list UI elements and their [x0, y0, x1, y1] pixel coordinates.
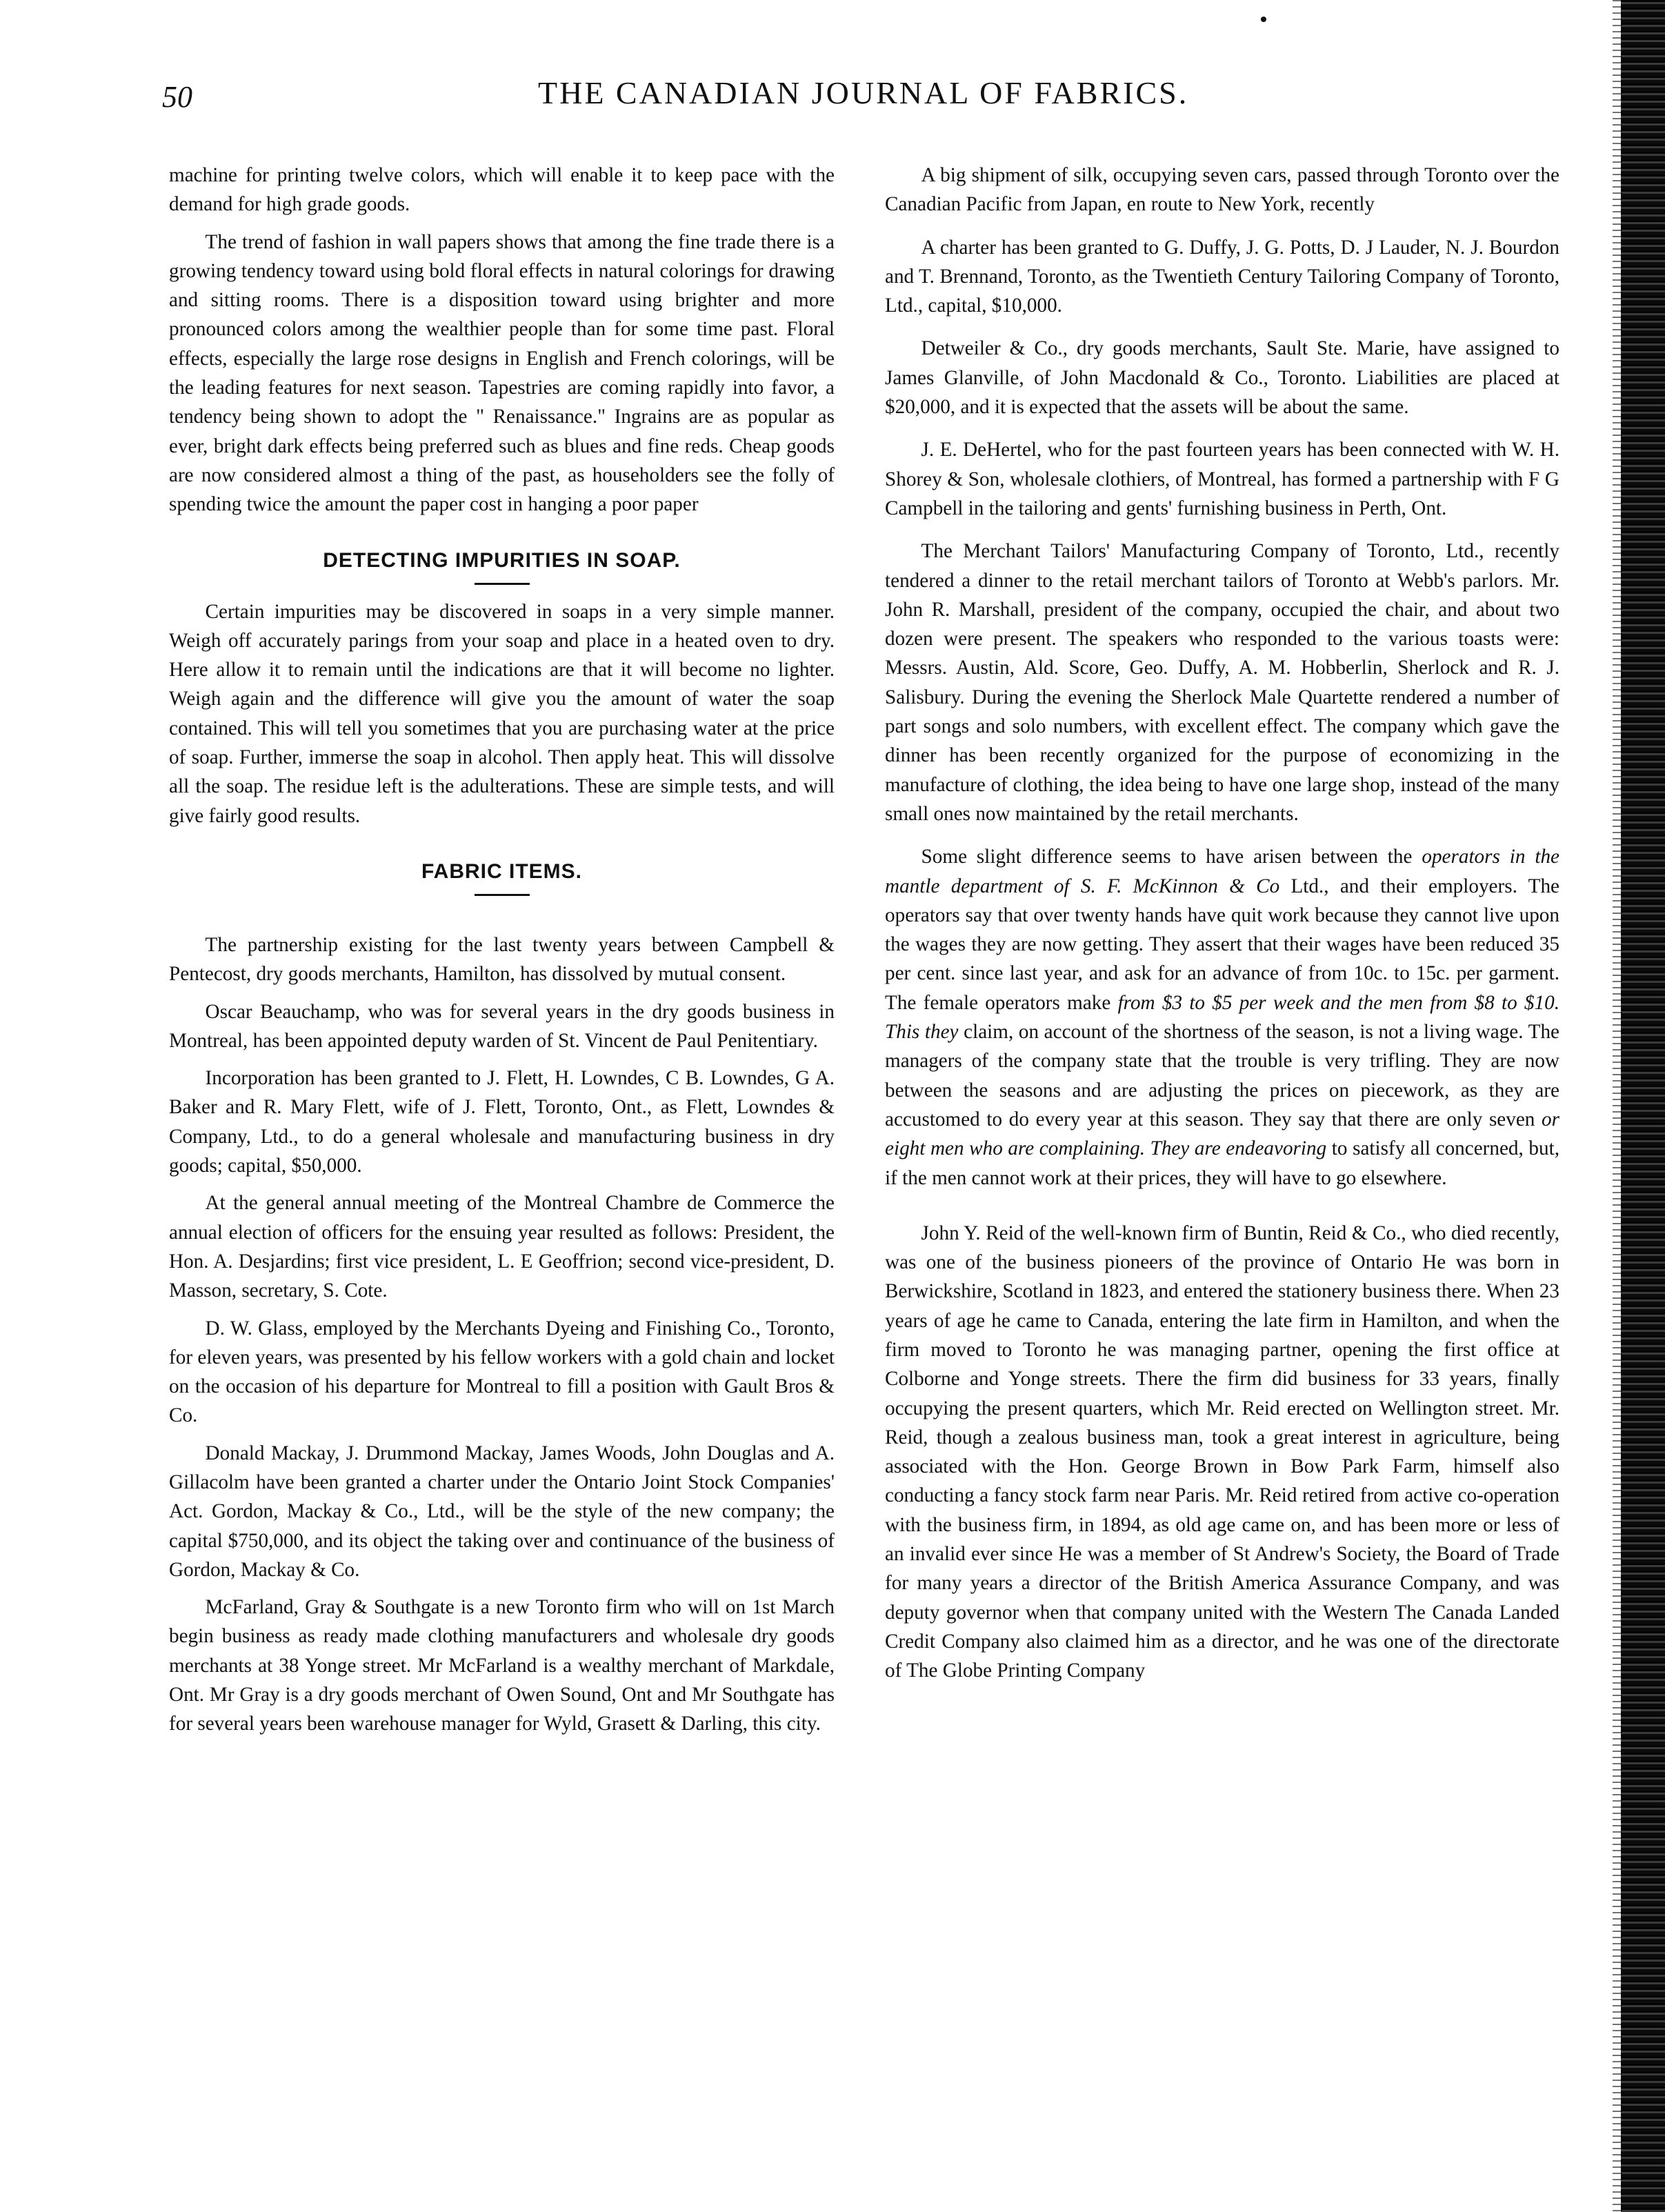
mckinnon-text-5: This they: [885, 1021, 959, 1044]
journal-title: THE CANADIAN JOURNAL OF FABRICS.: [538, 75, 1189, 110]
heading-rule: [475, 583, 530, 585]
scanned-page-edge: [1621, 0, 1665, 2212]
paragraph-john-reid-obituary: John Y. Reid of the well-known firm of Buntin, Reid & Co., who died recently, was one of the business pioneers of the province of Ontario He was born in Berwickshire, Scotland in 1823, and entered the stationery business there. When 23 years of age he came to Canada, entering the late firm in Hamilton, and when the firm moved to Toronto he was managing partner, opening the first office at Colborne and Yonge streets. There the firm did business for 33 years, finally occupying the present quarters, which Mr. Reid erected on Wellington street. Mr. Reid, though a zealous business man, took a great interest in agriculture, being associated with the Hon. George Brown in Bow Park Farm, himself also conducting a fancy stock farm near Paris. Mr. Reid retired from active co-operation with the business firm, in 1894, as old age came on, and has been more or less of an invalid ever since He was a member of St Andrew's Society, the Board of Trade for many years a director of the British America Assurance Company, and was deputy governor when that company united with the Western The Canada Landed Credit Company also claimed him as a director, and he was one of the directorate of The Globe Printing Company: [885, 1222, 1559, 1682]
paragraph-soap-impurities: Certain impurities may be discovered in soaps in a very simple manner. Weigh off accurately parings from your soap and place in a heated oven to dry. Here allow it to remain until the indications are that it will become no lighter. Weigh again and the difference will give you the amount of water the soap contained. This will tell you sometimes that you are purchasing water at the price of soap. Further, immerse the soap in alcohol. Then apply heat. This will dissolve all the soap. The residue left is the adulterations. These are simple tests, and will give fairly good results.: [169, 600, 835, 827]
mckinnon-text-6: claim, on account of the shortness of the season, is not a living wage. The managers of the company state that the trouble is very trifling. They are now between the seasons and are adjusting the prices on piecework, as they are accustomed to do every year at this season. They say that there are only seven: [885, 1021, 1559, 1130]
paragraph-chambre-de-commerce: At the general annual meeting of the Montreal Chambre de Commerce the annual election of officers for the ensuing year resulted as follows: President, the Hon. A. Desjardins; first vice president, L. E Geoffrion; second vice-president, D. Masson, secretary, S. Cote.: [169, 1192, 835, 1302]
paragraph-gordon-mackay: Donald Mackay, J. Drummond Mackay, James Woods, John Douglas and A. Gillacolm have been granted a charter under the Ontario Joint Stock Companies' Act. Gordon, Mackay & Co., Ltd., will be the style of the new company; the capital $750,000, and its object the taking over and continuance of the business of Gordon, Mackay & Co.: [169, 1442, 835, 1581]
paragraph-printing-machine: machine for printing twelve colors, which will enable it to keep pace with the demand for high grade goods.: [169, 164, 835, 216]
paragraph-silk-shipment: A big shipment of silk, occupying seven cars, passed through Toronto over the Canadian Pacific from Japan, en route to New York, recently: [885, 164, 1559, 216]
mckinnon-text-3: Ltd., and their employers. The operators say that over twenty hands have quit work because they cannot live upon the wages they are now getting. They assert that their wages have been reduced 35 per cent. since last year, and ask for an advance of from 10c. to 15c. per garment. The female operators make: [885, 875, 1559, 1014]
paragraph-merchant-tailors: The Merchant Tailors' Manufacturing Company of Toronto, Ltd., recently tendered a dinner to the retail merchant tailors of Toronto at Webb's parlors. Mr. John R. Marshall, president of the company, occupied the chair, and about two dozen were present. The speakers who responded to the various toasts were: Messrs. Austin, Ald. Score, Geo. Duffy, A. M. Hobberlin, Sherlock and R. J. Salisbury. During the evening the Sherlock Male Quartette rendered a number of part songs and solo numbers, with excellent effect. The company which gave the dinner has been recently organized for the purpose of economizing in the manufacture of clothing, the idea being to have one large shop, instead of the many small ones now maintained by the retail merchants.: [885, 540, 1559, 825]
heading-detecting-impurities: DETECTING IMPURITIES IN SOAP.: [323, 548, 681, 572]
ink-dot: [1261, 17, 1266, 22]
mckinnon-text-1: Some slight difference seems to have arisen between the: [921, 846, 1413, 868]
mckinnon-text-4: from $3 to $5 per week and the men from $8 to $10.: [1117, 991, 1560, 1014]
page-number: 50: [162, 80, 192, 114]
paragraph-twentieth-century-charter: A charter has been granted to G. Duffy, J. G. Potts, D. J Lauder, N. J. Bourdon and T. Brennand, Toronto, as the Twentieth Century Tailoring Company of Toronto, Ltd., capital, $10,000.: [885, 236, 1559, 317]
heading-rule: [475, 894, 530, 896]
mckinnon-text-7: or eight men who are complaining. They are endeavoring: [885, 1108, 1559, 1160]
mckinnon-text-8: to satisfy all concerned, but, if the men cannot work at their prices, they will have to go elsewhere.: [885, 1137, 1559, 1189]
paragraph-wall-papers: The trend of fashion in wall papers shows that among the fine trade there is a growing tendency toward using bold floral effects in natural colorings for drawing and sitting rooms. There is a disposition toward using brighter and more pronounced colors among the wealthier people than for some time past. Floral effects, especially the large rose designs in English and French colorings, will be the leading features for next season. Tapestries are coming rapidly into favor, a tendency being shown to adopt the " Renaissance." Ingrains are as popular as ever, bright dark effects being preferred such as blues and fine reds. Cheap goods are now considered almost a thing of the past, as householders see the folly of spending twice the amount the paper cost in hanging a poor paper: [169, 230, 835, 516]
left-column: [169, 161, 835, 1747]
paragraph-campbell-pentecost: The partnership existing for the last twenty years between Campbell & Pentecost, dry goods merchants, Hamilton, has dissolved by mutual consent.: [169, 933, 835, 986]
mckinnon-text-2: operators in the mantle department of S. F. McKinnon & Co: [885, 846, 1559, 897]
paragraph-glass: D. W. Glass, employed by the Merchants Dyeing and Finishing Co., Toronto, for eleven years, was presented by his fellow workers with a gold chain and locket on the occasion of his departure for Montreal to fill a position with Gault Bros & Co.: [169, 1317, 835, 1427]
paragraph-detweiler: Detweiler & Co., dry goods merchants, Sault Ste. Marie, have assigned to James Glanville, of John Macdonald & Co., Toronto. Liabilities are placed at $20,000, and it is expected that the assets will be about the same.: [885, 337, 1559, 419]
paragraph-beauchamp: Oscar Beauchamp, who was for several years in the dry goods business in Montreal, has been appointed deputy warden of St. Vincent de Paul Penitentiary.: [169, 1000, 835, 1052]
paragraph-dehertel: J. E. DeHertel, who for the past fourteen years has been connected with W. H. Shorey & Son, wholesale clothiers, of Montreal, has formed a partnership with F G Campbell in the tailoring and gents' furnishing business in Perth, Ont.: [885, 439, 1559, 519]
paragraph-mcfarland-gray-southgate: McFarland, Gray & Southgate is a new Toronto firm who will on 1st March begin business as ready made clothing manufacturers and wholesale dry goods merchants at 38 Yonge street. Mr McFarland is a wealthy merchant of Markdale, Ont. Mr Gray is a dry goods merchant of Owen Sound, Ont and Mr Southgate has for several years been warehouse manager for Wyld, Grasett & Darling, this city.: [169, 1596, 835, 1735]
heading-fabric-items: FABRIC ITEMS.: [421, 859, 582, 883]
paragraph-flett-lowndes: Incorporation has been granted to J. Flett, H. Lowndes, C B. Lowndes, G A. Baker and R. Mary Flett, wife of J. Flett, Toronto, Ont., as Flett, Lowndes & Company, Ltd., to do a general wholesale and manufacturing business in dry goods; capital, $50,000.: [169, 1067, 835, 1177]
paragraph-mckinnon-operators: [885, 842, 1559, 1193]
right-column: [885, 161, 1559, 1694]
